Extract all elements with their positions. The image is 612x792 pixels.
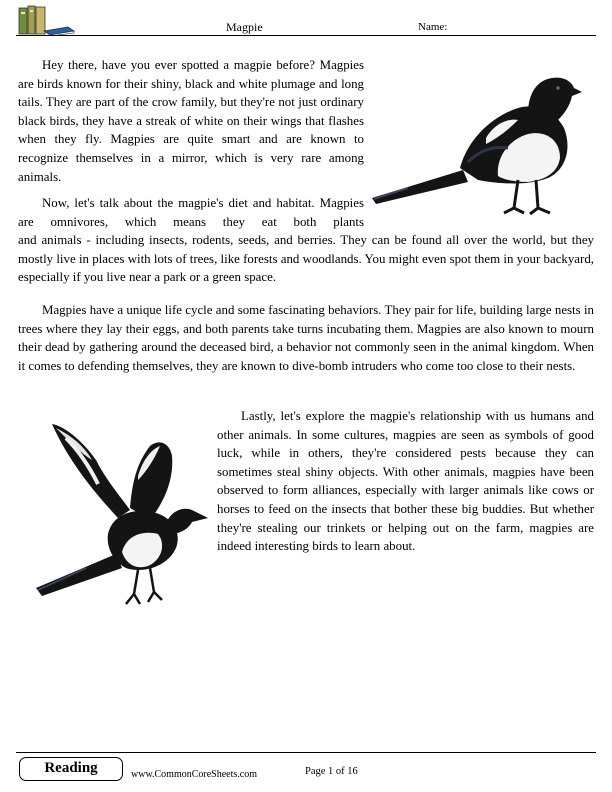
name-label: Name: — [418, 21, 448, 33]
reading-badge: Reading — [19, 757, 123, 781]
page-title: Magpie — [226, 20, 263, 34]
books-icon — [16, 4, 76, 36]
paragraph-diet-continued: and animals - including insects, rodents, seeds, and berries. They can be found all over the world, but they mostly live in places with lots of trees, like forests and woodlands. You might even spot them in your backyard, especially if you live near a park or a green space. — [18, 233, 594, 285]
paragraph-life-cycle: Magpies have a unique life cycle and some fascinating behaviors. They pair for life, building large nests in trees where they lay their eggs, and both parents take turns incubating them. Magpies are also known to mourn their dead by gathering around the deceased bird, a behavior not commonly seen in the animal kingdom. When it comes to defending themselves, they are known to dive-bomb intruders who come too close to their nests. — [18, 303, 594, 373]
page-number: Page 1 of 16 — [305, 766, 358, 777]
footer-divider — [16, 752, 596, 753]
website-link[interactable]: www.CommonCoreSheets.com — [131, 769, 258, 780]
paragraph-relationships: Lastly, let's explore the magpie's relationship with us humans and other animals. In some cultures, magpies are seen as symbols of good luck, while in others, they're considered pests because they can sometimes steal shiny objects. With other animals, magpies have been observed to form alliances, especially with larger animals like cows or horses to feed on the insects that bother these big buddies. But whether they're stealing our trinkets or helping out on the farm, magpies are indeed interesting birds to learn about. — [217, 409, 594, 554]
header-divider — [16, 35, 596, 36]
magpie-standing-image — [368, 58, 588, 218]
paragraph-intro: Hey there, have you ever spotted a magpie before? Magpies are birds known for their shiny, black and white plumage and long tails. They are part of the crow family, but they're not just ordinary black birds, they have a streak of white on their wings that flashes when they fly. Magpies are quite smart and are known to recognize themselves in a mirror, which is very rare among animals. — [18, 58, 364, 184]
magpie-flying-image — [26, 384, 222, 626]
paragraph-diet-start: Now, let's talk about the magpie's diet and habitat. Magpies are omnivores, which means they eat both plants — [18, 196, 364, 229]
